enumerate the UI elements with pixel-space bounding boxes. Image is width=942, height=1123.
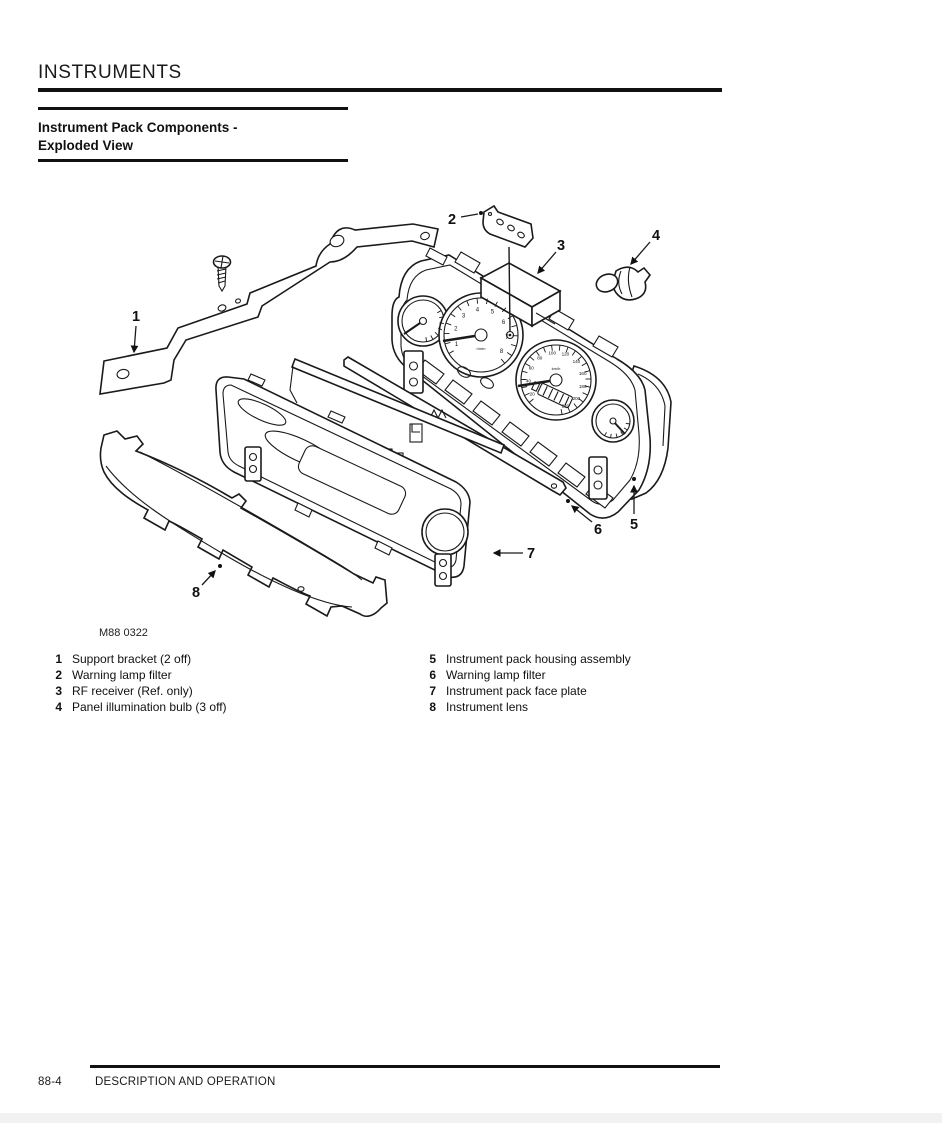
part-number: 7 (429, 684, 436, 698)
list-item (38, 683, 227, 699)
callout-2: 2 (447, 212, 457, 228)
part-desc: Instrument pack housing assembly (446, 652, 631, 666)
header-rule (38, 88, 722, 92)
callout-6: 6 (593, 522, 603, 538)
illumination-bulb (594, 267, 650, 300)
callout-7: 7 (526, 546, 536, 562)
part-number: 6 (429, 668, 436, 682)
speedo-scale-number: 100 (548, 350, 557, 356)
housing-leg-left (404, 351, 423, 393)
part-number: 5 (429, 652, 436, 666)
part-desc: Panel illumination bulb (3 off) (72, 700, 227, 714)
face-plate-leg-right (435, 554, 451, 586)
tach-scale-number: 4 (475, 307, 480, 314)
figure-drawing-number: M88 0322 (99, 627, 148, 639)
part-desc: Warning lamp filter (72, 668, 172, 682)
speedo-scale-number: 200 (572, 395, 581, 401)
footer-page-number: 88-4 (38, 1076, 62, 1088)
tach-unit-label: r/min (476, 346, 486, 351)
face-plate-leg-left (245, 447, 261, 481)
tach-scale-number: 7 (505, 334, 509, 341)
part-number: 2 (55, 668, 62, 682)
list-item (38, 699, 227, 715)
list-item (412, 667, 631, 683)
tach-scale-number: 6 (501, 320, 506, 326)
speedo-scale-number: 40 (525, 378, 532, 384)
part-desc: Warning lamp filter (446, 668, 546, 682)
exploded-view-diagram (60, 195, 720, 650)
footer-rule (90, 1065, 720, 1068)
callout-5: 5 (629, 517, 639, 533)
section-rule-top (38, 107, 348, 110)
part-desc: Support bracket (2 off) (72, 652, 192, 666)
speedo-scale-number: 160 (578, 370, 587, 376)
speedo-scale-number: 180 (578, 384, 587, 390)
callout-8: 8 (191, 585, 201, 601)
speedo-scale-number: 60 (528, 365, 534, 371)
screw (214, 256, 231, 291)
speedo-scale-number: 80 (537, 355, 543, 361)
tach-scale-number: 5 (490, 309, 495, 316)
speedo-scale-number: 220 (561, 403, 570, 409)
support-bracket (100, 224, 438, 394)
part-desc: Instrument lens (446, 700, 529, 714)
part-number: 8 (429, 700, 436, 714)
tach-scale-number: 8 (499, 349, 504, 355)
list-item (412, 683, 631, 699)
callout-3: 3 (556, 238, 566, 254)
callout-4: 4 (651, 228, 661, 244)
parts-list-left (38, 651, 227, 715)
part-desc: Instrument pack face plate (446, 684, 587, 698)
list-item (38, 667, 227, 683)
tach-scale-number: 1 (454, 341, 459, 348)
speedo-scale-number: 20 (529, 391, 535, 397)
footer-section-text: DESCRIPTION AND OPERATION (95, 1076, 276, 1088)
section-title-line2: Exploded View (38, 138, 134, 153)
speedo-scale-number: 120 (561, 351, 570, 357)
callout-1: 1 (131, 309, 141, 325)
page-title: INSTRUMENTS (38, 62, 182, 83)
part-desc: RF receiver (Ref. only) (72, 684, 193, 698)
part-number: 4 (55, 700, 62, 714)
section-title-line1: Instrument Pack Components - (38, 120, 238, 135)
list-item (412, 699, 631, 715)
part-number: 1 (55, 652, 62, 666)
part-number: 3 (55, 684, 62, 698)
section-rule-bottom (38, 159, 348, 162)
housing-leg-right (589, 457, 607, 499)
tach-scale-number: 3 (461, 313, 466, 320)
parts-list-right (412, 651, 631, 715)
list-item (38, 651, 227, 667)
section-title (38, 119, 238, 155)
tach-scale-number: 2 (454, 326, 458, 333)
speedo-scale-number: 140 (572, 359, 581, 365)
list-item (412, 651, 631, 667)
scan-edge-band (0, 1113, 942, 1123)
speedo-unit-label: km/h (551, 366, 561, 371)
